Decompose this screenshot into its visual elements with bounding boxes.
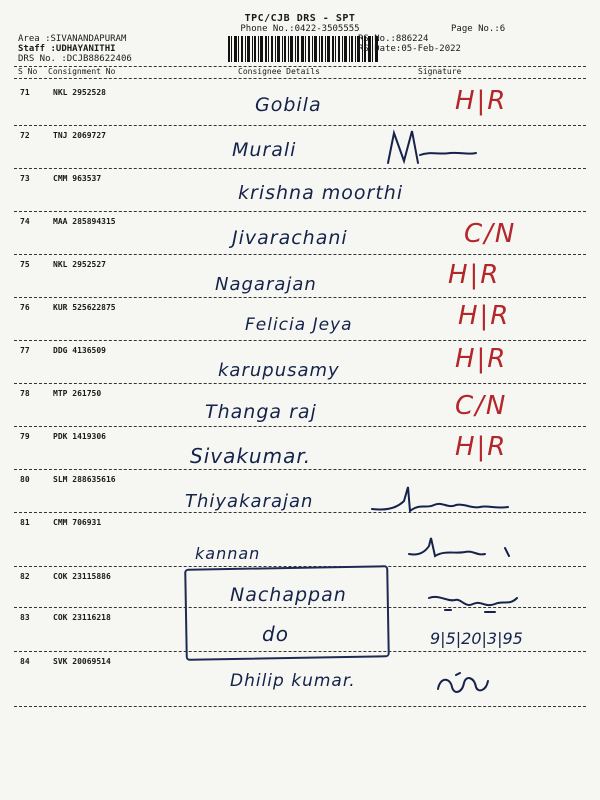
sheet-title: TPC/CJB DRS - SPT xyxy=(244,13,356,24)
table-row xyxy=(0,211,600,254)
column-header-sno: S No xyxy=(18,67,38,76)
delivery-mark: H|R xyxy=(455,86,508,116)
row-consignment: MTP 261750 xyxy=(53,389,102,398)
row-consignment: SLM 288635616 xyxy=(53,475,116,484)
consignee-handwriting: Sivakumar. xyxy=(190,444,312,468)
signature-scribble xyxy=(405,534,525,564)
row-sno: 84 xyxy=(20,657,30,666)
boxed-note-line2: do xyxy=(262,622,289,646)
row-sno: 80 xyxy=(20,475,30,484)
row-sno: 78 xyxy=(20,389,30,398)
row-sno: 71 xyxy=(20,88,30,97)
delivery-mark: H|R xyxy=(448,260,501,290)
consignee-handwriting: kannan xyxy=(195,544,261,563)
row-sno: 81 xyxy=(20,518,30,527)
consignee-handwriting: Dhilip kumar. xyxy=(230,671,356,691)
column-header-consignee: Consignee Details xyxy=(238,67,320,76)
drs-number: DRS No. :DCJB88622406 xyxy=(18,54,132,64)
delivery-mark: C/N xyxy=(455,391,508,421)
barcode xyxy=(228,36,378,62)
row-sno: 82 xyxy=(20,572,30,581)
row-consignment: DDG 4136509 xyxy=(53,346,106,355)
table-row xyxy=(0,125,600,168)
rs-number: RS No.:886224 xyxy=(358,34,429,44)
table-row xyxy=(0,383,600,426)
row-consignment: NKL 2952527 xyxy=(53,260,106,269)
staff-line: Staff :UDHAYANITHI xyxy=(18,44,116,54)
row-sno: 73 xyxy=(20,174,30,183)
signature-handwriting: 9|5|20|3|95 xyxy=(430,629,523,648)
column-header-consignment: Consignment No xyxy=(48,67,116,76)
table-row xyxy=(0,82,600,125)
row-consignment: CMM 963537 xyxy=(53,174,102,183)
rs-date: RS Date:05-Feb-2022 xyxy=(358,44,461,54)
column-header-signature: Signature xyxy=(418,67,462,76)
delivery-mark: H|R xyxy=(455,344,508,374)
consignee-handwriting: Thanga raj xyxy=(205,401,317,423)
table-row xyxy=(0,340,600,383)
signature-scribble xyxy=(380,125,480,168)
boxed-note-line1: Nachappan xyxy=(230,584,347,606)
row-consignment: SVK 20069514 xyxy=(53,657,111,666)
delivery-mark: H|R xyxy=(455,432,508,462)
row-sno: 76 xyxy=(20,303,30,312)
page-number: Page No.:6 xyxy=(451,24,506,34)
row-sno: 72 xyxy=(20,131,30,140)
consignee-handwriting: Thiyakarajan xyxy=(185,491,314,512)
row-consignment: PDK 1419306 xyxy=(53,432,106,441)
table-row xyxy=(0,469,600,512)
row-consignment: KUR 525622875 xyxy=(53,303,116,312)
table-row xyxy=(0,426,600,469)
consignee-handwriting: karupusamy xyxy=(218,360,340,381)
row-sno: 83 xyxy=(20,613,30,622)
table-row xyxy=(0,254,600,297)
row-consignment: NKL 2952528 xyxy=(53,88,106,97)
row-consignment: COK 23115886 xyxy=(53,572,111,581)
consignee-handwriting: Jivarachani xyxy=(232,227,348,249)
boxed-note xyxy=(184,565,390,661)
row-consignment: TNJ 2069727 xyxy=(53,131,106,140)
table-row xyxy=(0,512,600,563)
header-divider-bottom xyxy=(14,78,586,79)
row-sno: 77 xyxy=(20,346,30,355)
row-consignment: MAA 285894315 xyxy=(53,217,116,226)
row-consignment: CMM 706931 xyxy=(53,518,102,527)
row-consignment: COK 23116218 xyxy=(53,613,111,622)
row-sno: 79 xyxy=(20,432,30,441)
consignee-handwriting: Felicia Jeya xyxy=(245,315,353,335)
phone-number: Phone No.:0422-3505555 xyxy=(240,24,360,34)
signature-scribble xyxy=(432,669,502,699)
delivery-mark: C/N xyxy=(464,219,517,249)
row-sno: 75 xyxy=(20,260,30,269)
consignee-handwriting: Nagarajan xyxy=(215,274,317,295)
row-sno: 74 xyxy=(20,217,30,226)
consignee-handwriting: Gobila xyxy=(255,94,322,116)
delivery-mark: H|R xyxy=(458,301,511,331)
consignee-handwriting: Murali xyxy=(232,139,297,161)
table-row xyxy=(0,168,600,211)
row-divider xyxy=(14,706,586,707)
consignee-handwriting: krishna moorthi xyxy=(238,182,404,204)
area-line: Area :SIVANANDAPURAM xyxy=(18,34,127,44)
table-row xyxy=(0,297,600,340)
